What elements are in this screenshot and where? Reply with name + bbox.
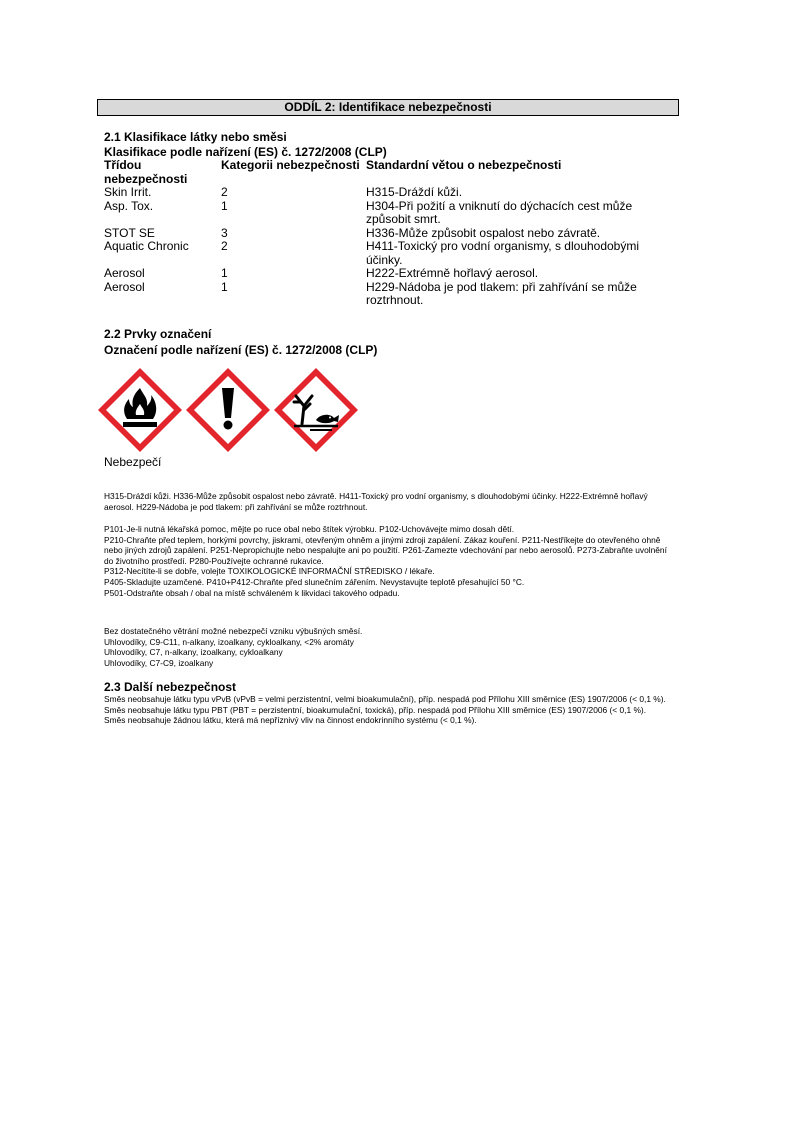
table-row bbox=[104, 240, 664, 267]
cell-statement: H336-Může způsobit ospalost nebo závratě. bbox=[366, 225, 601, 240]
supplemental-line: Uhlovodíky, C7, n-alkany, izoalkany, cykloalkany bbox=[104, 647, 283, 658]
cell-statement: H304-Při požití a vniknutí do dýchacích cest může způsobit smrt. bbox=[366, 198, 633, 226]
precautionary-line: P405-Skladujte uzamčené. P410+P412-Chraňte před slunečním zářením. Nevystavujte teplotě přesahující 50 °C. bbox=[104, 576, 525, 587]
section-header: ODDÍL 2: Identifikace nebezpečnosti bbox=[97, 99, 679, 116]
supplemental-line: Uhlovodíky, C9-C11, n-alkany, izoalkany, cykloalkany, <2% aromáty bbox=[104, 636, 354, 647]
cell-statement: H411-Toxický pro vodní organismy, s dlouhodobými účinky. bbox=[366, 239, 640, 267]
hazard-statements-text: H315-Dráždí kůži. H336-Může způsobit ospalost nebo závratě. H411-Toxický pro vodní organismy, s dlouhodobými účinky. H222-Extrémně hořlavý aerosol. H229-Nádoba je pod tlakem: při zahřívání se může roztrhnout. bbox=[104, 491, 648, 512]
supplemental-information bbox=[104, 626, 674, 668]
heading-2-3: 2.3 Další nebezpečnost bbox=[104, 680, 237, 694]
heading-2-1: 2.1 Klasifikace látky nebo směsi bbox=[104, 130, 287, 144]
heading-2-2: 2.2 Prvky označení bbox=[104, 327, 212, 341]
cell-category: 2 bbox=[221, 185, 228, 199]
table-row bbox=[104, 281, 664, 308]
other-hazard-paragraph: Směs neobsahuje látku typu vPvB (vPvB = velmi perzistentní, velmi bioakumulační), příp. nespadá pod Přílohu XIII směrnice (ES) 1907/2006 (< 0,1 %). bbox=[104, 694, 666, 704]
cell-class: Aerosol bbox=[104, 266, 145, 280]
cell-class: Aerosol bbox=[104, 279, 145, 294]
cell-class: Skin Irrit. bbox=[104, 185, 152, 199]
other-hazard-paragraph: Směs neobsahuje látku typu PBT (PBT = perzistentní, bioakumulační, toxická), příp. nespadá pod Přílohu XIII směrnice (ES) 1907/2006 (< 0,1 %). bbox=[104, 704, 647, 715]
signal-word: Nebezpečí bbox=[104, 455, 162, 469]
precautionary-line: P210-Chraňte před teplem, horkými povrchy, jiskrami, otevřeným ohněm a jinými zdroji zapálení. Zákaz kouření. P211-Nestříkejte do otevřeného ohně nebo jiných zdrojů zapálení. P251-Nepropichujte nebo nespalujte ani po použití. P261-Zamezte vdechování par nebo aerosolů. P273-Zabraňte uvolnění do životního prostředí. P280-Používejte ochranné rukavice. bbox=[104, 534, 667, 566]
environment-pictogram-icon bbox=[272, 366, 360, 454]
flame-pictogram-icon bbox=[96, 366, 184, 454]
exclamation-pictogram-icon bbox=[184, 366, 272, 454]
other-hazards bbox=[104, 694, 674, 726]
cell-class: Aquatic Chronic bbox=[104, 239, 189, 253]
precautionary-line: P501-Odstraňte obsah / obal na místě schváleném k likvidaci takového odpadu. bbox=[104, 587, 400, 598]
table-row bbox=[104, 267, 664, 281]
header-hazard-statement: Standardní větou o nebezpečnosti bbox=[366, 158, 562, 172]
precautionary-statements bbox=[104, 524, 674, 598]
cell-statement: H229-Nádoba je pod tlakem: při zahřívání se může roztrhnout. bbox=[366, 279, 637, 307]
cell-category: 2 bbox=[221, 239, 228, 253]
cell-class: Asp. Tox. bbox=[104, 198, 154, 213]
table-header-row bbox=[104, 159, 664, 186]
ghs-pictograms bbox=[96, 366, 366, 454]
cell-category: 1 bbox=[221, 198, 228, 213]
other-hazard-paragraph: Směs neobsahuje žádnou látku, která má nepříznivý vliv na činnost endokrinního systému (< 0,1 %). bbox=[104, 715, 477, 726]
header-hazard-class: Třídou nebezpečnosti bbox=[104, 158, 188, 186]
subheading-clp-classification: Klasifikace podle nařízení (ES) č. 1272/2008 (CLP) bbox=[104, 145, 387, 159]
table-row bbox=[104, 227, 664, 241]
classification-table bbox=[104, 159, 664, 308]
cell-category: 1 bbox=[221, 266, 228, 280]
cell-statement: H315-Dráždí kůži. bbox=[366, 185, 463, 199]
supplemental-line: Uhlovodíky, C7-C9, izoalkany bbox=[104, 657, 214, 668]
precautionary-line: P312-Necítíte-li se dobře, volejte TOXIKOLOGICKÉ INFORMAČNÍ STŘEDISKO / lékaře. bbox=[104, 566, 435, 577]
header-hazard-category: Kategorii nebezpečnosti bbox=[221, 158, 360, 172]
precautionary-line: P101-Je-li nutná lékařská pomoc, mějte po ruce obal nebo štítek výrobku. P102-Uchovávejte mimo dosah dětí. bbox=[104, 524, 515, 534]
table-row bbox=[104, 200, 664, 227]
cell-category: 3 bbox=[221, 225, 228, 240]
cell-class: STOT SE bbox=[104, 225, 155, 240]
hazard-statements bbox=[104, 491, 674, 512]
cell-category: 1 bbox=[221, 279, 228, 294]
subheading-clp-labelling: Označení podle nařízení (ES) č. 1272/2008 (CLP) bbox=[104, 343, 378, 357]
table-row bbox=[104, 186, 664, 200]
cell-statement: H222-Extrémně hořlavý aerosol. bbox=[366, 266, 539, 280]
supplemental-line: Bez dostatečného větrání možné nebezpečí vzniku výbušných směsí. bbox=[104, 626, 363, 636]
